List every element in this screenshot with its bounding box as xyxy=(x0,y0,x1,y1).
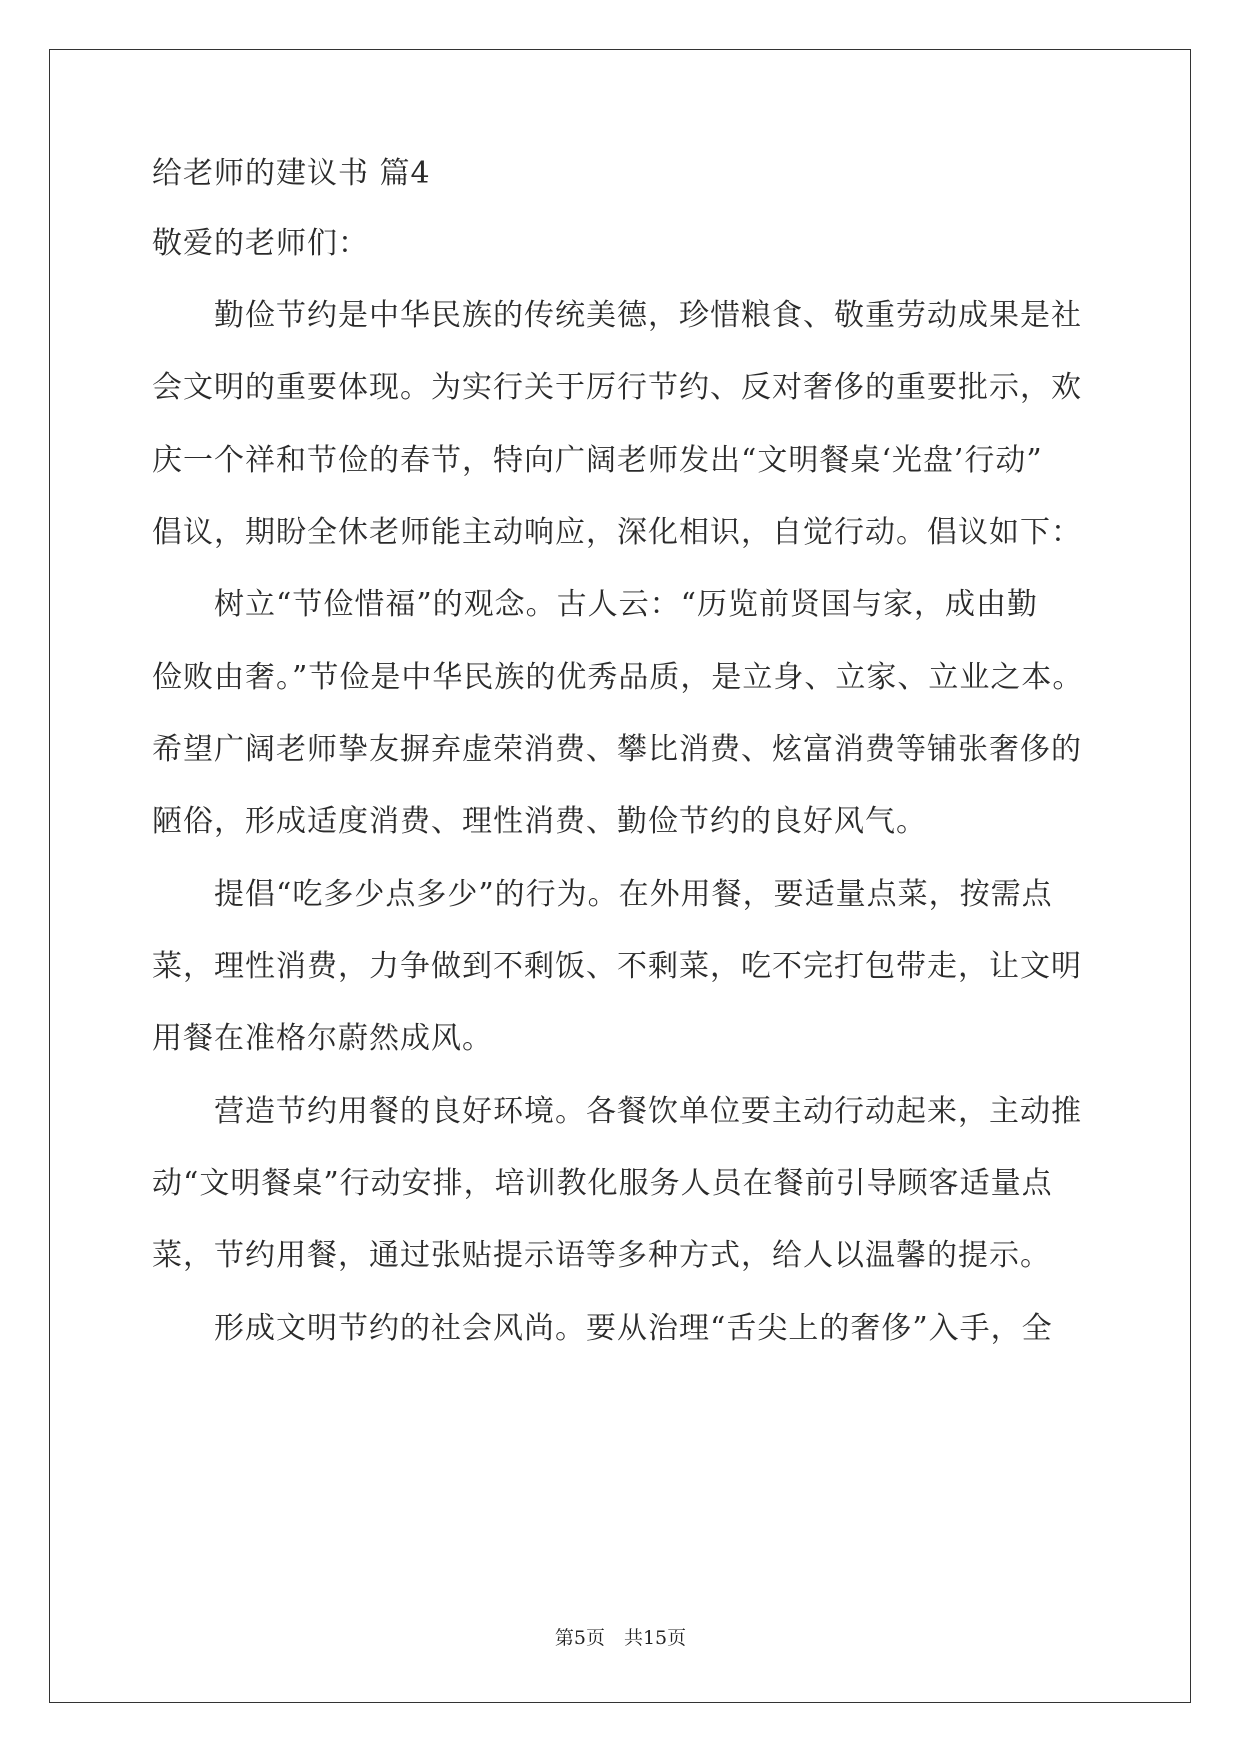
paragraph-3-line-2: 菜，理性消费，力争做到不剩饭、不剩菜，吃不完打包带走，让文明 xyxy=(152,949,1082,984)
paragraph-4-line-2: 动“文明餐桌”行动安排，培训教化服务人员在餐前引导顾客适量点 xyxy=(152,1166,1053,1201)
paragraph-3-line-1: 提倡“吃多少点多少”的行为。在外用餐，要适量点菜，按需点 xyxy=(214,877,1053,912)
paragraph-4-line-3: 菜，节约用餐，通过张贴提示语等多种方式，给人以温馨的提示。 xyxy=(152,1238,1051,1273)
paragraph-1-line-2: 会文明的重要体现。为实行关于厉行节约、反对奢侈的重要批示，欢 xyxy=(152,370,1082,405)
paragraph-1-line-1: 勤俭节约是中华民族的传统美德，珍惜粮食、敬重劳动成果是社 xyxy=(214,298,1082,333)
paragraph-2-line-1: 树立“节俭惜福”的观念。古人云：“历览前贤国与家，成由勤 xyxy=(214,587,1039,622)
paragraph-4-line-1: 营造节约用餐的良好环境。各餐饮单位要主动行动起来，主动推 xyxy=(214,1094,1082,1129)
paragraph-2-line-3: 希望广阔老师挚友摒弃虚荣消费、攀比消费、炫富消费等铺张奢侈的 xyxy=(152,732,1082,767)
paragraph-2-line-4: 陋俗，形成适度消费、理性消费、勤俭节约的良好风气。 xyxy=(152,804,927,839)
paragraph-5-line-1: 形成文明节约的社会风尚。要从治理“舌尖上的奢侈”入手，全 xyxy=(214,1311,1053,1346)
page-number-footer: 第5页 共15页 xyxy=(554,1627,687,1649)
paragraph-1-line-3: 庆一个祥和节俭的春节，特向广阔老师发出“文明餐桌‘光盘’行动” xyxy=(152,443,1043,478)
paragraph-2-line-2: 俭败由奢。”节俭是中华民族的优秀品质，是立身、立家、立业之本。 xyxy=(152,660,1084,695)
document-title: 给老师的建议书 篇4 xyxy=(152,156,431,191)
paragraph-3-line-3: 用餐在准格尔蔚然成风。 xyxy=(152,1021,493,1056)
salutation: 敬爱的老师们： xyxy=(152,226,369,261)
paragraph-1-line-4: 倡议，期盼全休老师能主动响应，深化相识，自觉行动。倡议如下： xyxy=(152,515,1082,550)
